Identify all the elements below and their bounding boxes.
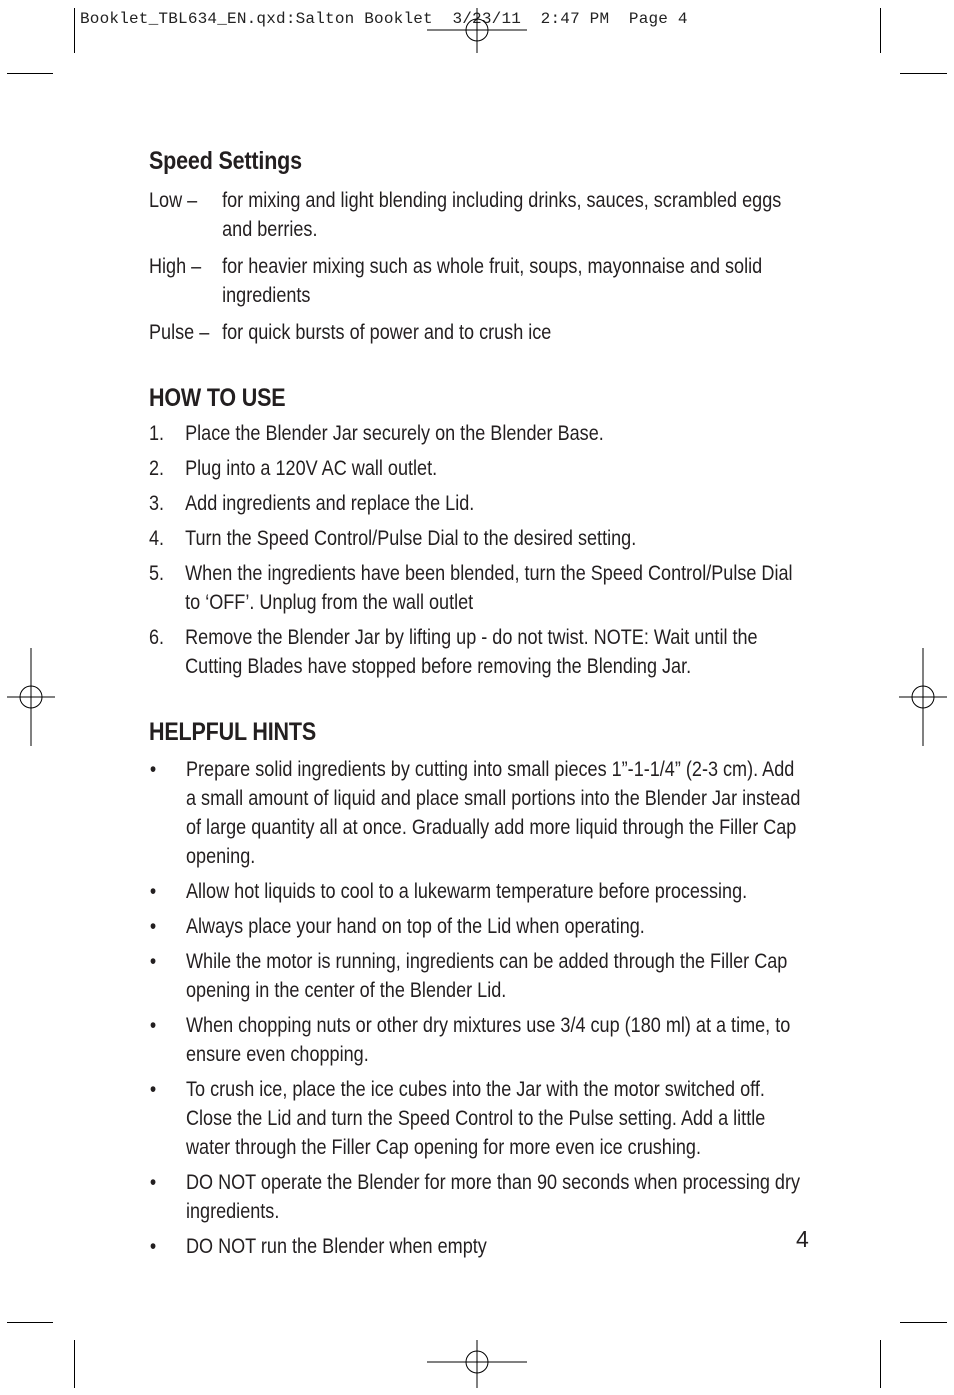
list-item	[149, 1168, 809, 1226]
crop-mark	[7, 1322, 53, 1323]
section-heading: HOW TO USE	[149, 384, 286, 412]
page-content	[149, 140, 801, 1261]
speed-label: Pulse –	[149, 321, 210, 344]
speed-settings-section	[149, 140, 809, 347]
slug-line: Booklet_TBL634_EN.qxd:Salton Booklet 3/23/11 2:47 PM Page 4	[80, 10, 688, 28]
hint-text: Allow hot liquids to cool to a lukewarm temperature before processing.	[185, 880, 748, 903]
crop-mark	[880, 1340, 881, 1388]
step-number: 4.	[149, 527, 165, 550]
crop-mark	[900, 1322, 947, 1323]
step-number: 6.	[149, 626, 165, 649]
bullet: •	[149, 1235, 157, 1258]
step-number: 3.	[149, 492, 165, 515]
list-item	[149, 419, 809, 448]
list-item	[149, 912, 809, 941]
step-text: Place the Blender Jar securely on the Blender Base.	[185, 422, 604, 445]
step-number: 2.	[149, 457, 165, 480]
list-item	[149, 947, 809, 1005]
step-text: When the ingredients have been blended, turn the Speed Control/Pulse Dial to ‘OFF’. Unplug from the wall outlet	[185, 562, 793, 614]
step-text: Add ingredients and replace the Lid.	[185, 492, 475, 515]
list-item	[149, 755, 809, 871]
registration-mark-left	[7, 648, 55, 746]
section-heading: Speed Settings	[149, 147, 302, 175]
registration-mark-right	[899, 648, 947, 746]
speed-row	[149, 318, 809, 347]
speed-row	[149, 186, 809, 244]
list-item	[149, 623, 809, 681]
speed-label: Low –	[149, 189, 198, 212]
speed-description: for mixing and light blending including drinks, sauces, scrambled eggs and berries.	[222, 189, 782, 241]
list-item	[149, 559, 809, 617]
list-item	[149, 524, 809, 553]
crop-mark	[74, 8, 75, 53]
list-item	[149, 489, 809, 518]
hint-text: Prepare solid ingredients by cutting into small pieces 1”-1-1/4” (2-3 cm). Add a small amount of liquid and place small portions into the Blender Jar instead of large quantity all at once. Gradually add more liquid through the Filler Cap opening.	[185, 758, 801, 868]
list-item	[149, 1011, 809, 1069]
list-item	[149, 1075, 809, 1162]
speed-description: for heavier mixing such as whole fruit, soups, mayonnaise and solid ingredients	[222, 255, 763, 307]
bullet: •	[149, 1078, 157, 1101]
hints-list	[149, 755, 809, 1261]
step-text: Turn the Speed Control/Pulse Dial to the desired setting.	[185, 527, 637, 550]
hint-text: When chopping nuts or other dry mixtures use 3/4 cup (180 ml) at a time, to ensure even chopping.	[185, 1014, 791, 1066]
page-number: 4	[796, 1226, 809, 1252]
hint-text: To crush ice, place the ice cubes into the Jar with the motor switched off. Close the Lid and turn the Speed Control to the Pulse setting. Add a little water through the Filler Cap opening for more even ice crushing.	[185, 1078, 766, 1159]
crop-mark	[900, 73, 947, 74]
hint-text: DO NOT run the Blender when empty	[185, 1235, 487, 1258]
hint-text: While the motor is running, ingredients can be added through the Filler Cap opening in the center of the Blender Lid.	[185, 950, 788, 1002]
hint-text: Always place your hand on top of the Lid when operating.	[185, 915, 645, 938]
hint-text: DO NOT operate the Blender for more than 90 seconds when processing dry ingredients.	[185, 1171, 801, 1223]
step-number: 5.	[149, 562, 165, 585]
step-text: Plug into a 120V AC wall outlet.	[185, 457, 438, 480]
bullet: •	[149, 915, 157, 938]
bullet: •	[149, 1171, 157, 1194]
crop-mark	[7, 73, 53, 74]
bullet: •	[149, 758, 157, 781]
steps-list	[149, 419, 809, 681]
section-heading: HELPFUL HINTS	[149, 718, 316, 746]
bullet: •	[149, 950, 157, 973]
list-item	[149, 454, 809, 483]
list-item	[149, 877, 809, 906]
registration-mark-bottom	[427, 1340, 527, 1388]
step-number: 1.	[149, 422, 165, 445]
step-text: Remove the Blender Jar by lifting up - do not twist. NOTE: Wait until the Cutting Blades have stopped before removing the Blending Jar.	[185, 626, 758, 678]
helpful-hints-section	[149, 711, 809, 1261]
speed-label: High –	[149, 255, 202, 278]
list-item	[149, 1232, 809, 1261]
speed-row	[149, 252, 809, 310]
bullet: •	[149, 880, 157, 903]
crop-mark	[880, 8, 881, 53]
how-to-use-section	[149, 377, 809, 681]
crop-mark	[74, 1340, 75, 1388]
speed-description: for quick bursts of power and to crush ice	[222, 321, 552, 344]
bullet: •	[149, 1014, 157, 1037]
registration-mark-top	[427, 8, 527, 53]
